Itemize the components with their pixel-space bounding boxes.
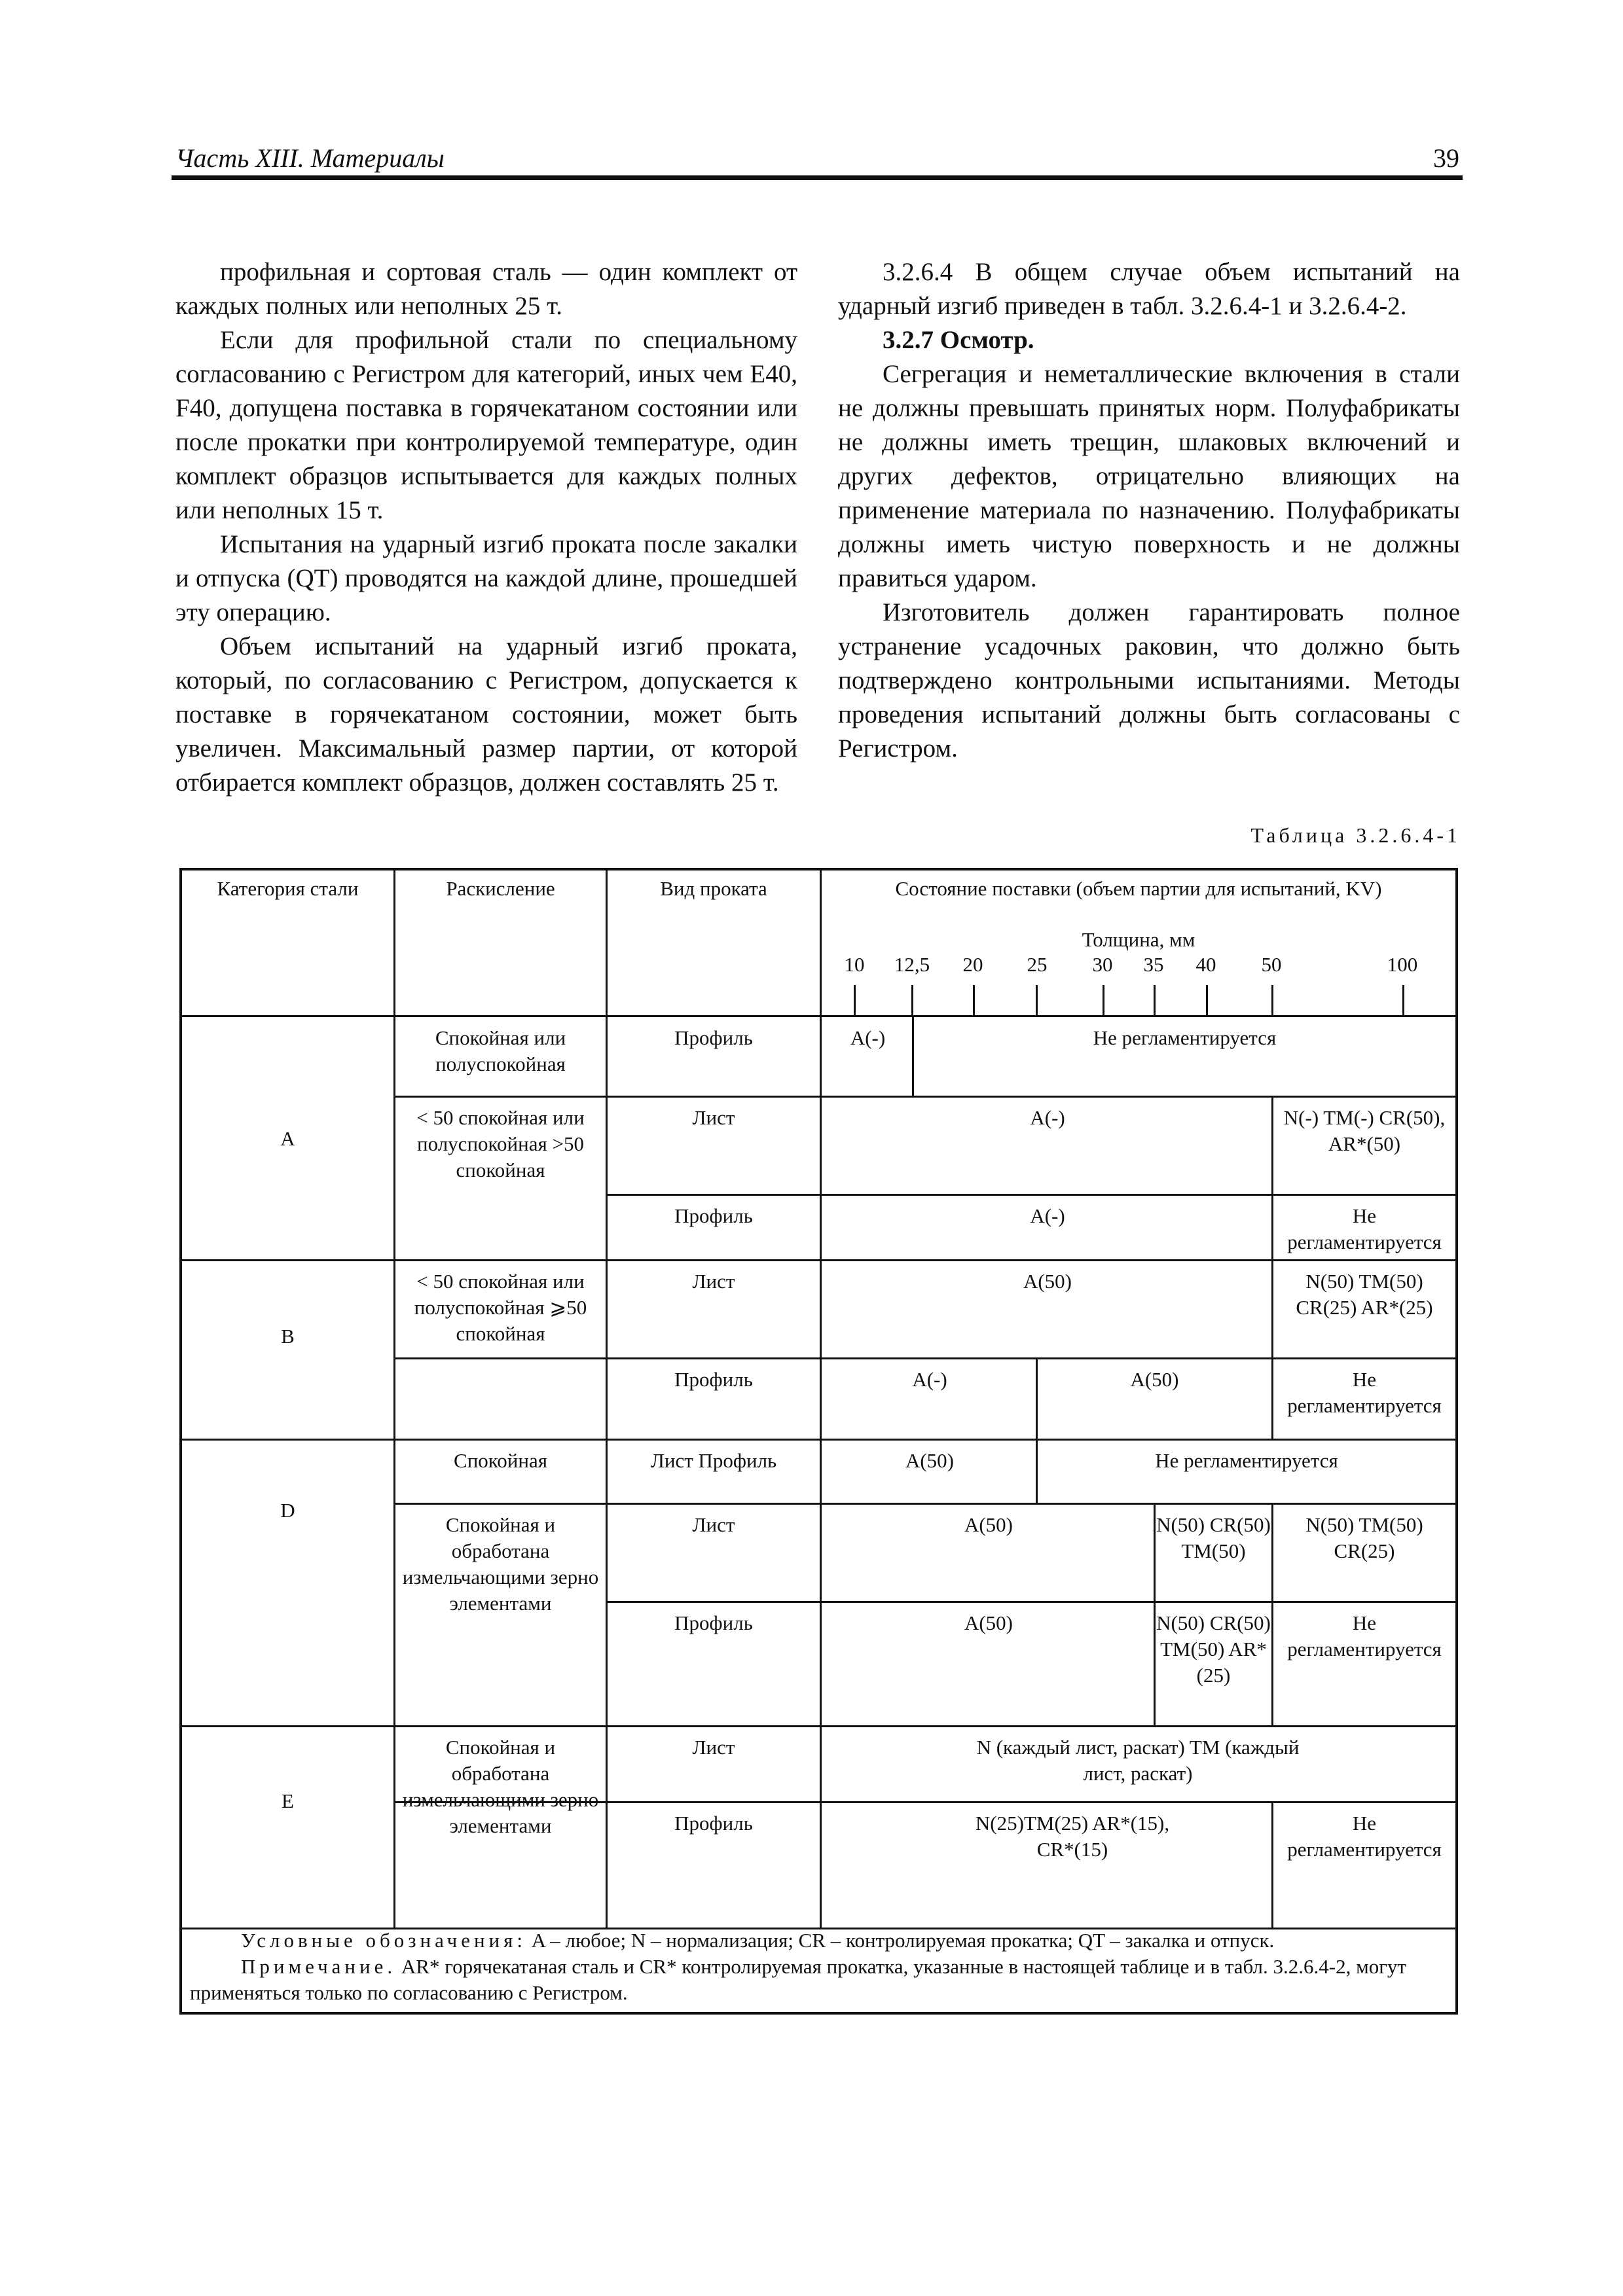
tick-label: 20 — [962, 953, 983, 976]
tick-label: 25 — [1027, 953, 1048, 976]
deox-cell: Спокойная — [454, 1449, 547, 1472]
condition-cell: Не регламентируется — [1287, 1611, 1442, 1660]
thickness-label: Толщина, мм — [1082, 928, 1195, 951]
product-cell: Лист — [692, 1736, 735, 1759]
tick-label: 40 — [1195, 953, 1216, 976]
paragraph: Испытания на ударный изгиб проката после закалки и отпуска (QT) проводятся на каждой длине, прошедшей эту операцию. — [175, 530, 797, 626]
condition-cell: N(50) TM(50) CR(25) AR*(25) — [1296, 1270, 1433, 1319]
condition-cell: Не регламентируется — [1287, 1368, 1442, 1417]
product-cell: Лист — [692, 1106, 735, 1129]
product-cell: Профиль — [674, 1026, 753, 1049]
tick-mark — [973, 985, 975, 1015]
condition-cell: A(50) — [905, 1449, 955, 1472]
condition-cell: A(50) — [964, 1513, 1013, 1536]
condition-cell: A(-) — [1030, 1106, 1065, 1129]
tick-mark — [1036, 985, 1038, 1015]
col-header-deoxidation: Раскисление — [446, 877, 555, 900]
deox-cell: Спокойная и обработана измельчающими зерно элементами — [402, 1513, 599, 1615]
product-cell: Лист — [692, 1270, 735, 1293]
legend-text: A – любое; N – нормализация; CR – контролируемая прокатка; QT – закалка и отпуск. — [526, 1929, 1275, 1952]
condition-cell: Не регламентируется — [1287, 1812, 1442, 1861]
condition-cell: A(-) — [850, 1026, 886, 1049]
product-cell: Профиль — [674, 1812, 753, 1835]
category-b: B — [281, 1325, 295, 1348]
note — [190, 1954, 1447, 2006]
condition-cell: N(25)TM(25) AR*(15), CR*(15) — [975, 1812, 1170, 1861]
product-cell: Профиль — [674, 1204, 753, 1227]
condition-cell: N(50) CR(50) TM(50) AR*(25) — [1156, 1611, 1271, 1687]
condition-cell: Не регламентируется — [1093, 1026, 1277, 1049]
table-caption: Таблица 3.2.6.4-1 — [1250, 823, 1461, 847]
left-column — [175, 255, 797, 800]
tick-mark — [911, 985, 913, 1015]
tick-mark — [1402, 985, 1404, 1015]
tick-label: 35 — [1143, 953, 1164, 976]
product-cell: Лист — [692, 1513, 735, 1536]
page-number: 39 — [1433, 143, 1459, 173]
tick-mark — [1206, 985, 1208, 1015]
tick-mark — [1154, 985, 1156, 1015]
header-rule — [172, 175, 1463, 180]
condition-cell: A(50) — [1023, 1270, 1072, 1293]
tick-mark — [854, 985, 856, 1015]
condition-cell: N(50) TM(50) CR(25) — [1305, 1513, 1423, 1562]
tick-label: 12,5 — [894, 953, 930, 976]
category-d: D — [280, 1499, 295, 1522]
legend — [190, 1928, 1447, 1954]
deox-cell: < 50 спокойная или полуспокойная >50 спокойная — [416, 1106, 585, 1181]
condition-cell: A(50) — [1130, 1368, 1179, 1391]
deox-cell: < 50 спокойная или полуспокойная ⩾50 спокойная — [414, 1270, 587, 1345]
condition-cell: A(-) — [912, 1368, 947, 1391]
tick-mark — [1271, 985, 1273, 1015]
col-header-category: Категория стали — [217, 877, 359, 900]
tick-mark — [1103, 985, 1104, 1015]
condition-cell: A(50) — [964, 1611, 1013, 1634]
condition-cell: Не регламентируется — [1155, 1449, 1338, 1472]
condition-cell: N(50) CR(50) TM(50) — [1156, 1513, 1271, 1562]
condition-cell: Не регламентируется — [1287, 1204, 1442, 1253]
tick-label: 30 — [1092, 953, 1113, 976]
category-a: A — [280, 1127, 295, 1150]
product-cell: Лист Профиль — [650, 1449, 777, 1472]
right-column — [838, 255, 1460, 766]
paragraph: Изготовитель должен гарантировать полное устранение усадочных раковин, что должно быть подтверждено контрольными испытаниями. Методы проведения испытаний должны быть согласованы с Регистром. — [838, 598, 1460, 762]
table-notes — [190, 1928, 1447, 2006]
product-cell: Профиль — [674, 1368, 753, 1391]
condition-cell: N (каждый лист, раскат) TM (каждый лист, раскат) — [976, 1736, 1300, 1785]
section-heading: 3.2.7 Осмотр. — [883, 326, 1034, 354]
col-header-product: Вид проката — [660, 877, 767, 900]
paragraph: профильная и сортовая сталь — один комплект от каждых полных или неполных 25 т. — [175, 258, 797, 320]
deox-cell: Спокойная или полуспокойная — [435, 1026, 566, 1075]
paragraph: Если для профильной стали по специальному согласованию с Регистром для категорий, иных чем Е40, F40, допущена поставка в горячекатаном состоянии или после прокатки при контролируемой температуре, один комплект образцов испытывается для каждых полных или неполных 15 т. — [175, 326, 797, 524]
condition-cell: N(-) TM(-) CR(50), AR*(50) — [1283, 1106, 1446, 1155]
product-cell: Профиль — [674, 1611, 753, 1634]
col-header-condition: Состояние поставки (объем партии для испытаний, KV) — [895, 877, 1382, 900]
note-text: AR* горячекатаная сталь и CR* контролируемая прокатка, указанные в настоящей таблице и в табл. 3.2.6.4-2, могут применяться только по согласованию с Регистром. — [190, 1955, 1406, 2004]
tick-label: 50 — [1261, 953, 1282, 976]
condition-cell: A(-) — [1030, 1204, 1065, 1227]
running-header-title: Часть XIII. Материалы — [175, 143, 445, 173]
tick-label: 100 — [1387, 953, 1418, 976]
paragraph: 3.2.6.4 В общем случае объем испытаний на ударный изгиб приведен в табл. 3.2.6.4-1 и 3.2.6.4-2. — [838, 258, 1460, 320]
paragraph: Сегрегация и неметаллические включения в стали не должны превышать принятых норм. Полуфабрикаты не должны иметь трещин, шлаковых включений и других дефектов, отрицательно влияющих на применение материала по назначению. Полуфабрикаты должны иметь чистую поверхность и не должны правиться ударом. — [838, 360, 1460, 592]
note-label: Примечание. — [241, 1955, 397, 1978]
tick-label: 10 — [844, 953, 865, 976]
deox-cell: Спокойная и обработана измельчающими зерно элементами — [402, 1736, 599, 1837]
legend-label: Условные обозначения: — [241, 1929, 527, 1952]
category-e: E — [282, 1789, 294, 1812]
paragraph: Объем испытаний на ударный изгиб проката, который, по согласованию с Регистром, допускается к поставке в горячекатаном состоянии, может быть увеличен. Максимальный размер партии, от которой отбирается комплект образцов, должен составлять 25 т. — [175, 632, 797, 797]
